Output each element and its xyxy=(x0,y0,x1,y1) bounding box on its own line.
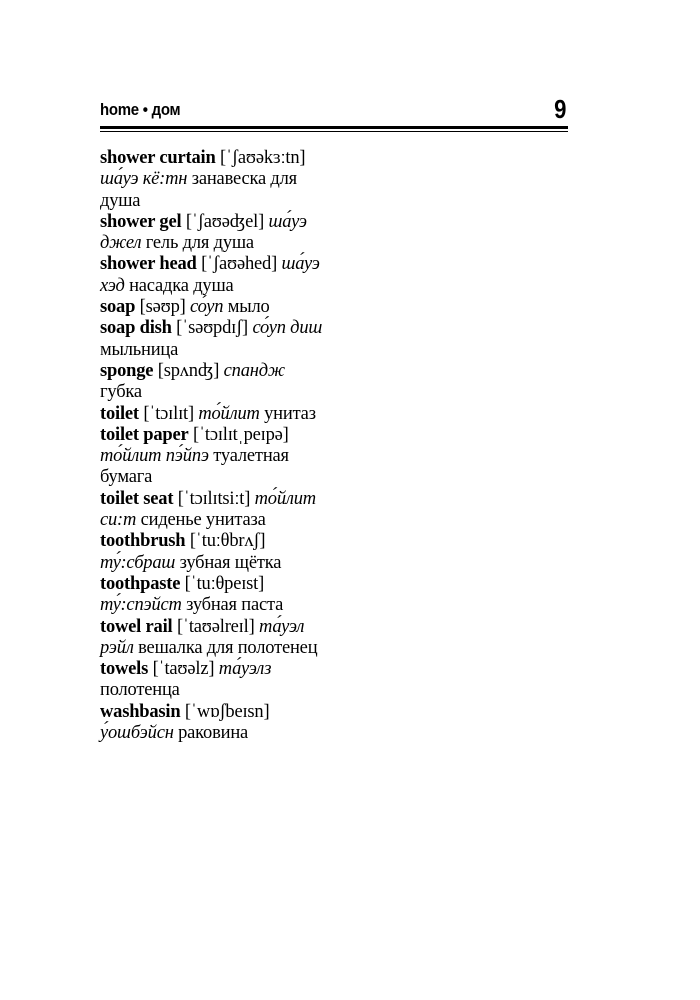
entry-headword: towel rail xyxy=(100,616,173,637)
entry-headword: towels xyxy=(100,659,149,680)
dictionary-entry xyxy=(100,702,328,745)
dictionary-entry xyxy=(100,297,328,318)
entry-translation: унитаз xyxy=(264,403,316,424)
entry-reading: та́уэлз xyxy=(218,659,272,680)
entry-translation: полотенца xyxy=(100,680,180,701)
entry-headword: shower head xyxy=(100,254,197,275)
dictionary-entry xyxy=(100,489,328,532)
dictionary-entry xyxy=(100,361,328,404)
entry-translation: насадка душа xyxy=(129,275,234,296)
entry-translation: занавеска для душа xyxy=(100,169,297,211)
entry-reading: ша́уэ джел xyxy=(100,211,307,254)
dictionary-entry xyxy=(100,212,328,255)
entry-headword: toothbrush xyxy=(100,531,186,552)
entry-translation: раковина xyxy=(178,723,249,744)
dictionary-entry xyxy=(100,404,328,425)
entry-transcription: [ˈtɔɪlɪtˌpeɪpə] xyxy=(192,424,289,445)
entry-translation: зубная щётка xyxy=(179,552,282,573)
header-rule-thick xyxy=(100,126,568,129)
entry-transcription: [spʌnʤ] xyxy=(157,360,220,381)
page-number: 9 xyxy=(553,94,566,124)
dictionary-entry xyxy=(100,254,328,297)
entry-transcription: [ˈsəʊpdɪʃ] xyxy=(176,318,249,339)
entry-headword: washbasin xyxy=(100,701,181,722)
dictionary-entry xyxy=(100,659,328,702)
entry-translation: зубная паста xyxy=(186,595,284,616)
entry-headword: toilet paper xyxy=(100,424,189,445)
entry-reading: ту́:сбраш xyxy=(100,552,176,573)
entry-reading: у́ошбэйсн xyxy=(100,723,174,744)
entry-reading: то́йлит пэ́йпэ xyxy=(100,446,209,467)
entry-transcription: [ˈʃaʊəʤel] xyxy=(185,211,265,232)
entry-reading: со́уп xyxy=(190,297,224,318)
entry-reading: со́уп диш xyxy=(252,318,323,339)
entry-transcription: [ˈtaʊəlreɪl] xyxy=(176,616,255,637)
entry-transcription: [ˈʃaʊəhed] xyxy=(201,254,278,275)
entry-headword: toilet seat xyxy=(100,488,174,509)
entry-transcription: [ˈtɔɪlɪt] xyxy=(143,403,194,424)
section-title: home • дом xyxy=(100,100,181,119)
entry-transcription: [ˈtaʊəlz] xyxy=(152,659,215,680)
dictionary-entry xyxy=(100,318,328,361)
entry-transcription: [ˈtuːθbrʌʃ] xyxy=(189,531,266,552)
entry-transcription: [ˈwɒʃbeɪsn] xyxy=(184,701,270,722)
entry-translation: сиденье унитаза xyxy=(140,510,266,531)
entry-translation: мыло xyxy=(227,297,270,318)
entry-transcription: [səʊp] xyxy=(139,297,186,318)
entry-reading: та́уэл рэйл xyxy=(100,616,305,658)
entry-reading: то́йлит xyxy=(198,403,260,424)
entry-transcription: [ˈtɔɪlɪtsiːt] xyxy=(177,488,251,509)
entry-headword: toothpaste xyxy=(100,573,181,594)
dictionary-entry xyxy=(100,574,328,617)
entry-transcription: [ˈʃaʊəkɜːtn] xyxy=(220,148,306,168)
entry-translation: губка xyxy=(100,382,142,403)
entry-headword: soap xyxy=(100,297,136,318)
entry-headword: sponge xyxy=(100,360,154,381)
dictionary-entry xyxy=(100,531,328,574)
page-header xyxy=(100,96,568,126)
entry-headword: shower gel xyxy=(100,211,182,232)
entry-headword: shower curtain xyxy=(100,148,216,168)
entry-headword: soap dish xyxy=(100,318,172,339)
dictionary-entry xyxy=(100,617,328,660)
entry-reading: спандж xyxy=(223,360,285,381)
header-rule-thin xyxy=(100,131,568,132)
entry-reading: то́йлит си:т xyxy=(100,488,316,531)
entry-headword: toilet xyxy=(100,403,139,424)
entry-translation: гель для душа xyxy=(145,233,254,254)
dictionary-entries xyxy=(100,148,328,744)
entry-reading: ша́уэ хэд xyxy=(100,254,320,296)
entry-transcription: [ˈtuːθpeɪst] xyxy=(184,573,265,594)
entry-reading: ша́уэ кё:тн xyxy=(100,169,188,190)
entry-reading: ту́:спэйст xyxy=(100,595,182,616)
entry-translation: туалетная бумага xyxy=(100,446,289,488)
dictionary-entry xyxy=(100,425,328,489)
entry-translation: вешалка для полотенец xyxy=(138,637,318,658)
dictionary-entry xyxy=(100,148,328,212)
entry-translation: мыльница xyxy=(100,339,179,360)
